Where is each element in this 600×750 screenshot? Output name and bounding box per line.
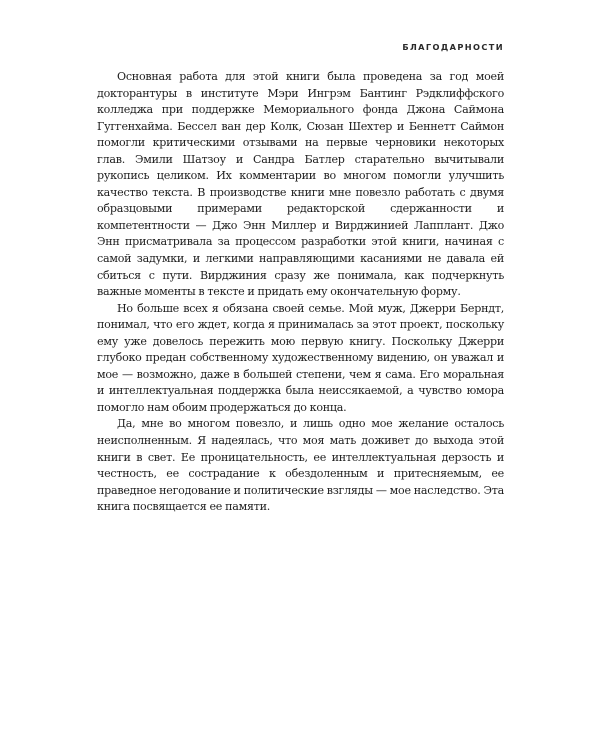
paragraph: Основная работа для этой книги была проведена за год моей докторантуры в институте Мэри Ингрэм Бантинг Рэдклиффского колледжа при поддержке Мемориального фонда Джона Саймона Гуггенхайма. Бессел ван дер Колк, Сюзан Шехтер и Беннетт Саймон помогли критическими отзывами на первые черновики некоторых глав. Эмили Шатзоу и Сандра Батлер старательно вычитывали рукопись целиком. Их комментарии во многом помогли улучшить качество текста. В производстве книги мне повезло работать с двумя образцовыми примерами редакторской сдержанности и компетентности — Джо Энн Миллер и Вирджинией Лапплант. Джо Энн присматривала за процессом разработки этой книги, начиная с самой задумки, и легкими направляющими касаниями не давала ей сбиться с пути. Вирджиния сразу же понимала, как подчеркнуть важные моменты в тексте и придать ему окончательную форму.	[97, 70, 504, 299]
body-text	[97, 69, 504, 516]
running-head: БЛАГОДАРНОСТИ	[402, 42, 504, 52]
paragraph: Да, мне во многом повезло, и лишь одно мое желание осталось неисполненным. Я надеялась, что моя мать доживет до выхода этой книги в свет. Ее проницательность, ее интеллектуальная дерзость и честность, ее сострадание к обездоленным и притесняемым, ее праведное негодование и политические взгляды — мое наследство. Эта книга посвящается ее памяти.	[97, 417, 504, 514]
paragraph: Но больше всех я обязана своей семье. Мой муж, Джерри Берндт, понимал, что его ждет, когда я принималась за этот проект, поскольку ему уже довелось пережить мою первую книгу. Поскольку Джерри глубоко предан собственному художественному видению, он уважал и мое — возможно, даже в большей степени, чем я сама. Его моральная и интеллектуальная поддержка была неиссякаемой, а чувство юмора помогло нам обоим продержаться до конца.	[97, 301, 504, 414]
